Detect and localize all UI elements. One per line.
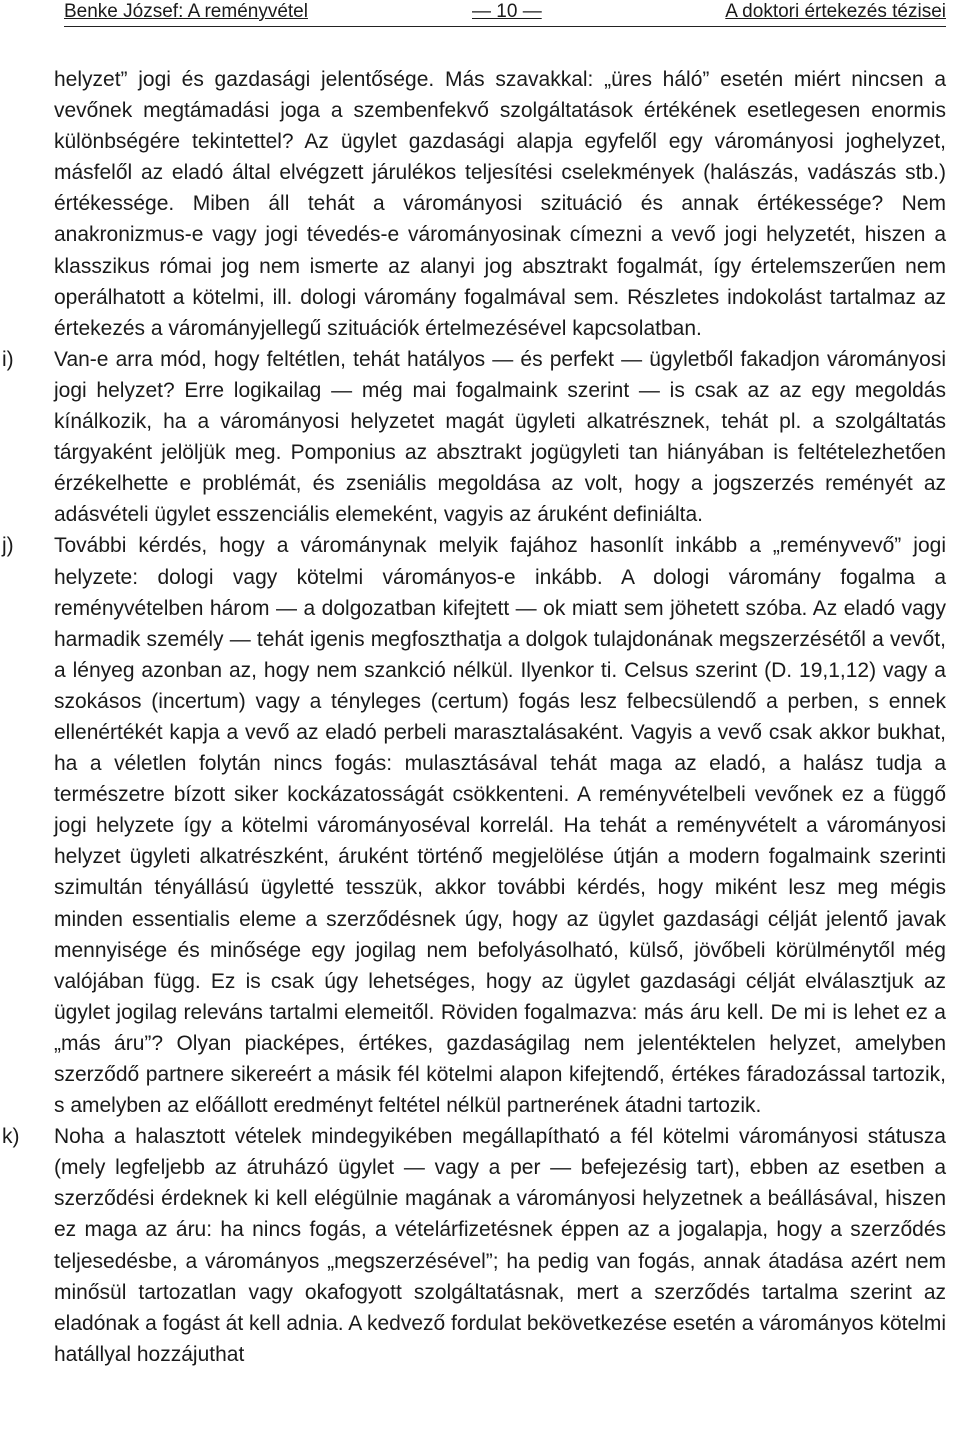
list-item-i (2, 344, 946, 531)
running-header (64, 0, 946, 27)
header-author-title: Benke József: A reményvétel (64, 1, 308, 22)
item-text: Van-e arra mód, hogy feltétlen, tehát hatályos — és perfekt — ügyletből fakadjon várományosi jogi helyzet? Erre logikailag — még mai fogalmaink szerint — is csak az az egy megoldás kínálkozik, ha a várományosi helyzetet magát ügyleti alkatrésznek, tehát pl. a szolgáltatás tárgyaként jelöljük meg. Pomponius az absztrakt jogügyleti tan hiányában is feltételezhetően érzékelhette e problémát, és zseniális megoldása az volt, hogy a jogszerzés reményét az adásvételi ügylet esszenciális elemeként, vagyis az áruként definiálta. (54, 347, 946, 527)
list-item-j (2, 530, 946, 1121)
intro-paragraph: helyzet” jogi és gazdasági jelentősége. Más szavakkal: „üres háló” esetén miért nincsen a vevőnek megtámadási joga a szembenfekvő szolgáltatások értékének esetlegesen enormis különbségére tekintettel? Az ügylet gazdasági alapja egyfelől egy várományosi joghelyzet, másfelől az eladó által elvégzett járulékos teljesítési cselekmények (halászás, vadászás stb.) értékessége. Miben áll tehát a várományosi szituáció és annak értékessége? Nem anakronizmus-e vagy jogi tévedés-e várományosinak címezni a vevő jogi helyzetét, hiszen a klasszikus római jog nem ismerte az alanyi jog absztrakt fogalmát, így értelemszerűen nem operálhatott a kötelmi, ill. dologi váromány fogalmával sem. Részletes indokolást tartalmaz az értekezés a várományjellegű szituációk értelmezésével kapcsolatban. (54, 68, 946, 340)
item-label: j) (2, 534, 14, 558)
header-document-title: A doktori értekezés tézisei (725, 1, 946, 22)
item-label: k) (2, 1125, 20, 1149)
item-text: További kérdés, hogy a várománynak melyik fajához hasonlít inkább a „reményvevő” jogi helyzete: dologi vagy kötelmi várományos-e inkább. A dologi váromány fogalma a reményvételben három — a dolgozatban kifejtett — ok miatt sem jöhetett szóba. Az eladó vagy harmadik személy — tehát igenis megfoszthatja a dolgok tulajdonának megszerzésétől a vevőt, a lényeg azonban az, hogy nem szankció nélkül. Ilyenkor ti. Celsus szerint (D. 19,1,12) vagy a szokásos (incertum) vagy a tényleges (certum) fogás lesz felbecsülendő a perben, s ennek ellenértékét kapja a vevő az eladó perbeli marasztalásaként. Vagyis a vevő csak akkor bukhat, ha a véletlen folytán nincs fogás: mulasztásával tehát maga az eladó, a halász tudja a természetre bízott siker kockázatosságát csökkenteni. A reményvételbeli vevőnek ez a függő jogi helyzete így a kötelmi várományoséval korrelál. Ha tehát a reményvételt a várományosi helyzet ügyleti alkatrészként, áruként történő megjelölése útján a modern fogalmaink szerinti szimultán tényállású ügyletté tesszük, akkor további kérdés, hogy miként lesz meg mégis minden essentialis eleme a szerződésnek úgy, hogy az ügylet gazdasági célját jelentő javak mennyisége és minősége egy jogilag nem befolyásolható, külső, jövőbeli körülménytől még valójában függ. Ez is csak úgy lehetséges, hogy az ügylet gazdasági célját elválasztjuk az ügylet jogilag releváns tartalmi elemeitől. Röviden fogalmazva: más áru kell. De mi is lehet ez a „más áru”? Olyan piacképes, értékes, gazdaságilag nem jelentéktelen helyzet, amelyben szerződő partnere sikereért a másik fél kötelmi alapon kifejtendő, értékes fáradozással tartozik, s amelyben az előállott eredményt feltétel nélkül partnerének átadni tartozik. (54, 534, 946, 1118)
item-text: Noha a halasztott vételek mindegyikében megállapítható a fél kötelmi várományosi státusza (mely legfeljebb az átruházó ügylet — vagy a per — befejezésig tart), ebben az esetben a szerződési érdeknek ki kell elégülnie magának a várományosi helyzetnek a beállásával, hiszen ez maga az áru: ha nincs fogás, a vételárfizetésnek éppen az a jogalapja, hogy a szerződés teljesedésbe, a várományos „megszerzésével”; ha pedig van fogás, annak átadása azért nem minősül tartozatlan vagy okafogyott szolgáltatásnak, mert a szerződés tartalma szerint az eladónak a fogást át kell adnia. A kedvező fordulat bekövetkezése esetén a várományos kötelmi hatállyal hozzájuthat (54, 1125, 946, 1366)
page-body (0, 64, 960, 1370)
page-number: — 10 — (472, 1, 542, 22)
list-item-k (2, 1121, 946, 1370)
item-label: i) (2, 347, 14, 371)
